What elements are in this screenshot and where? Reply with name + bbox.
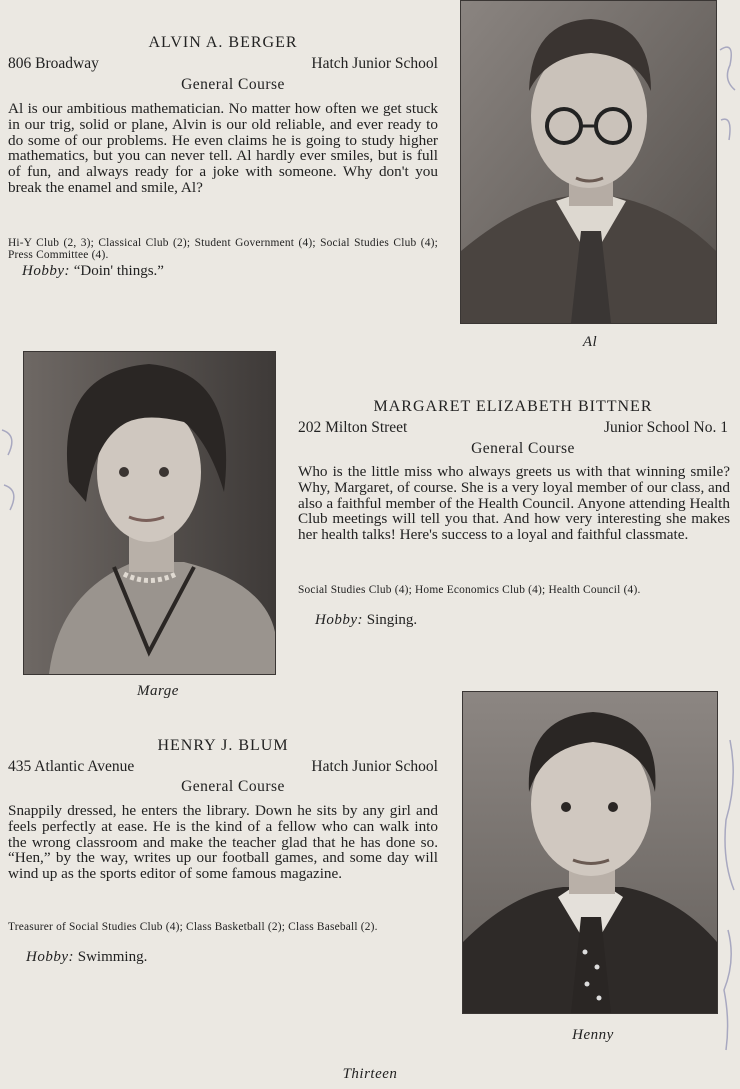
hobby-value: “Doin' things.” <box>73 263 164 279</box>
student-activities: Hi-Y Club (2, 3); Classical Club (2); Student Government (4); Social Studies Club (4); Press Committee (4). <box>8 237 438 261</box>
student-bio: Snappily dressed, he enters the library. Down he sits by any girl and feels perfectly at ease. He is the kind of a fellow who can walk into the wrong classroom and make the teacher glad that he has done so. “Hen,” by the way, writes up our football games, and some day will wind up as the sports editor of some famous magazine. <box>8 802 438 883</box>
portrait-photo <box>460 0 717 324</box>
hobby-value: Swimming. <box>77 949 148 965</box>
margin-scribble-icon <box>718 720 740 1060</box>
student-name: HENRY J. BLUM <box>157 737 289 754</box>
student-junior-school: Hatch Junior School <box>311 55 438 72</box>
student-activities: Social Studies Club (4); Home Economics Club (4); Health Council (4). <box>298 584 641 596</box>
hobby-label: Hobby: <box>26 949 74 965</box>
portrait-photo <box>462 691 718 1014</box>
student-junior-school: Junior School No. 1 <box>604 419 728 436</box>
student-hobby <box>22 263 164 280</box>
student-bio: Who is the little miss who always greets us with that winning smile? Why, Margaret, of course. She is a very loyal member of our class, and also a faithful member of the Health Council. Anyone attending Health Club meetings will tell you that. And how very interesting she makes her health talks! Here's success to a loyal and faithful classmate. <box>298 463 730 544</box>
student-name: MARGARET ELIZABETH BITTNER <box>373 398 653 415</box>
student-address: 202 Milton Street <box>298 419 408 436</box>
student-info-row <box>8 758 438 776</box>
student-name: ALVIN A. BERGER <box>148 34 298 51</box>
student-info-row <box>8 55 438 73</box>
student-junior-school: Hatch Junior School <box>311 758 438 775</box>
page-number: Thirteen <box>342 1066 398 1082</box>
student-hobby <box>315 612 417 629</box>
student-course: General Course <box>181 76 285 93</box>
hobby-value: Singing. <box>366 612 418 628</box>
hobby-label: Hobby: <box>315 612 363 628</box>
hobby-label: Hobby: <box>22 263 70 279</box>
student-address: 806 Broadway <box>8 55 99 72</box>
student-nickname: Henny <box>572 1027 614 1043</box>
student-activities: Treasurer of Social Studies Club (4); Class Basketball (2); Class Baseball (2). <box>8 921 378 933</box>
student-course: General Course <box>181 778 285 795</box>
portrait-photo <box>23 351 276 675</box>
margin-scribble-icon <box>0 420 24 520</box>
student-course: General Course <box>471 440 575 457</box>
student-address: 435 Atlantic Avenue <box>8 758 135 775</box>
margin-scribble-icon <box>715 20 740 160</box>
student-nickname: Marge <box>137 683 179 699</box>
student-info-row <box>298 419 728 437</box>
student-bio: Al is our ambitious mathematician. No matter how often we get stuck in our trig, solid or plane, Alvin is our old reliable, and ever ready to do some of our problems. He even claims he is going to study higher mathematics, but you can never tell. Al hardly ever smiles, but is full of fun, and always ready for a joke with someone. Why don't you break the enamel and smile, Al? <box>8 100 438 196</box>
student-nickname: Al <box>582 334 598 350</box>
student-hobby <box>26 949 147 966</box>
